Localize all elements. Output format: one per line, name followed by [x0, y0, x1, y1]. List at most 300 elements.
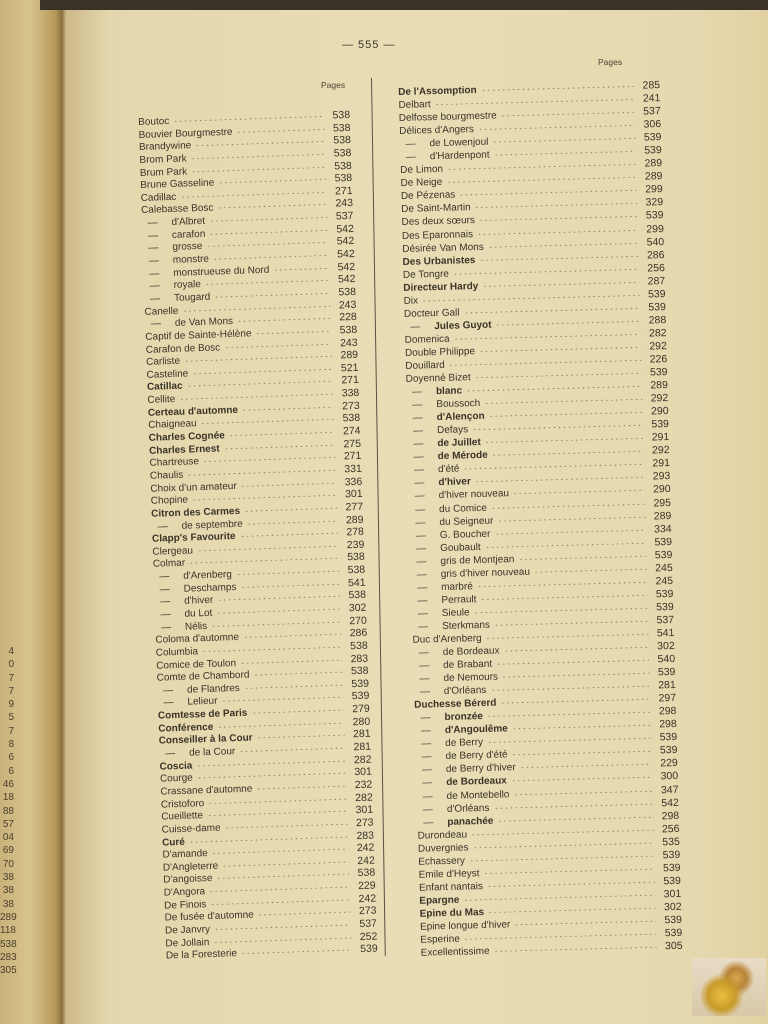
- sub-entry-dash: —: [162, 684, 174, 697]
- entry-page: 538: [347, 563, 366, 577]
- entry-page: 538: [333, 146, 352, 160]
- dot-leader: [488, 242, 638, 247]
- entry-page: 537: [643, 105, 661, 118]
- entry-name: Delbart: [398, 99, 431, 112]
- entry-name: Casteline: [146, 368, 189, 381]
- entry-name: De la Foresterie: [165, 948, 238, 962]
- entry-name: d'Arenberg: [183, 569, 233, 582]
- dot-leader: [239, 748, 345, 753]
- entry-page: 271: [334, 184, 353, 198]
- dot-leader: [221, 697, 343, 702]
- entry-name: Canelle: [144, 305, 179, 318]
- entry-name: grosse: [172, 241, 203, 254]
- entry-page: 541: [656, 626, 675, 640]
- entry-name: Chaigneau: [148, 418, 197, 432]
- entry-name: Enfant nantais: [418, 880, 484, 894]
- dot-leader: [494, 151, 636, 156]
- dot-leader: [513, 490, 645, 494]
- dot-leader: [496, 660, 649, 665]
- entry-name: de Berry d'été: [445, 749, 508, 763]
- entry-page: 539: [360, 942, 378, 956]
- entry-name: Certeau d'automne: [147, 404, 239, 419]
- entry-name: G. Boucher: [439, 528, 491, 541]
- sub-entry-dash: —: [410, 321, 421, 333]
- entry-page: 302: [348, 601, 367, 615]
- entry-page: 288: [648, 313, 667, 327]
- previous-page-number: 69: [2, 845, 14, 857]
- entry-name: Epine longue d'hiver: [419, 919, 511, 933]
- dot-leader: [511, 751, 651, 756]
- index-column-right: [398, 79, 683, 960]
- dot-leader: [488, 907, 656, 912]
- dot-leader: [464, 934, 656, 940]
- dot-leader: [217, 204, 327, 209]
- dot-leader: [492, 451, 644, 456]
- entry-page: 538: [333, 134, 352, 147]
- entry-name: Colmar: [152, 558, 186, 571]
- entry-page: 229: [357, 879, 376, 893]
- dot-leader: [514, 921, 656, 926]
- entry-page: 273: [355, 816, 374, 830]
- entry-name: Cueillette: [161, 810, 204, 823]
- previous-page-number: 283: [0, 951, 17, 963]
- sub-entry-dash: —: [150, 318, 162, 330]
- entry-name: de Berry d'hiver: [445, 762, 516, 776]
- entry-name: Sieule: [441, 607, 470, 619]
- previous-page-number: 88: [2, 805, 14, 817]
- dot-leader: [209, 230, 328, 235]
- dot-leader: [242, 406, 334, 410]
- entry-name: Des Eparonnais: [401, 228, 474, 242]
- entry-name: Echassery: [418, 855, 466, 868]
- entry-name: monstrueuse du Nord: [173, 264, 270, 279]
- entry-page: 285: [642, 79, 661, 92]
- dot-leader: [189, 836, 348, 842]
- page-number: — 555 —: [342, 39, 396, 51]
- previous-page-number: 04: [2, 832, 14, 844]
- entry-page: 301: [354, 765, 373, 779]
- dot-leader: [247, 520, 338, 524]
- dot-leader: [481, 86, 634, 91]
- entry-page: 539: [655, 587, 674, 601]
- previous-page-number: 7: [8, 672, 14, 684]
- entry-name: de septembre: [181, 518, 243, 532]
- sub-entry-dash: —: [421, 738, 432, 750]
- dot-leader: [213, 255, 329, 260]
- entry-page: 300: [660, 770, 679, 783]
- dot-leader: [478, 125, 635, 130]
- entry-name: Tougard: [173, 291, 211, 304]
- entry-page: 298: [658, 705, 677, 718]
- entry-page: 538: [347, 551, 365, 564]
- entry-page: 281: [353, 740, 372, 754]
- previous-page-number: 7: [8, 725, 14, 737]
- entry-page: 539: [659, 744, 678, 757]
- dot-leader: [497, 516, 645, 521]
- entry-page: 538: [339, 323, 358, 337]
- entry-page: 521: [340, 361, 359, 375]
- entry-name: De Janvry: [164, 924, 211, 937]
- entry-page: 243: [339, 336, 358, 349]
- entry-page: 270: [349, 614, 368, 627]
- dot-leader: [497, 816, 653, 821]
- entry-page: 245: [655, 561, 673, 575]
- entry-name: D'angoisse: [163, 873, 213, 887]
- sub-entry-dash: —: [419, 673, 430, 685]
- dot-leader: [180, 192, 326, 198]
- dot-leader: [236, 571, 339, 575]
- entry-name: Désirée Van Mons: [402, 241, 484, 255]
- dot-leader: [479, 255, 638, 260]
- entry-name: Calebasse Bosc: [140, 203, 214, 217]
- entry-page: 539: [643, 131, 662, 144]
- entry-page: 540: [646, 235, 665, 249]
- previous-page-number: 4: [8, 646, 14, 657]
- dot-leader: [480, 594, 647, 599]
- dot-leader: [255, 331, 331, 335]
- sub-entry-dash: —: [422, 803, 434, 816]
- dot-leader: [224, 444, 335, 449]
- previous-page-number: 18: [2, 792, 14, 804]
- entry-name: de Bordeaux: [442, 645, 500, 659]
- entry-name: Conseiller à la Cour: [158, 732, 253, 748]
- entry-page: 241: [642, 92, 661, 105]
- dot-leader: [502, 673, 650, 678]
- dot-leader: [251, 710, 343, 714]
- entry-page: 336: [344, 475, 363, 488]
- entry-name: De Jollain: [165, 936, 210, 950]
- entry-name: Comtesse de Paris: [157, 707, 248, 722]
- entry-name: Dix: [403, 295, 419, 307]
- entry-name: de Brabant: [443, 658, 493, 672]
- dot-leader: [222, 861, 349, 866]
- previous-page-number: 289: [0, 911, 17, 923]
- dot-leader: [491, 503, 645, 508]
- entry-name: Nélis: [184, 620, 208, 633]
- dot-leader: [211, 621, 341, 626]
- dot-leader: [225, 823, 348, 828]
- entry-name: d'Orléans: [443, 685, 487, 698]
- dot-leader: [209, 217, 327, 222]
- entry-page: 538: [350, 664, 369, 678]
- entry-page: 229: [660, 757, 678, 770]
- sub-entry-dash: —: [159, 596, 171, 608]
- entry-name: Comte de Chambord: [156, 669, 250, 684]
- entry-name: Defays: [436, 424, 469, 437]
- dot-leader: [206, 242, 328, 247]
- entry-name: bronzée: [444, 711, 484, 724]
- entry-page: 297: [658, 692, 677, 705]
- entry-name: De Limon: [400, 164, 444, 177]
- dot-leader: [500, 699, 650, 704]
- entry-page: 291: [652, 457, 671, 470]
- entry-page: 283: [356, 829, 375, 842]
- entry-page: 282: [354, 791, 373, 804]
- entry-page: 242: [358, 892, 377, 905]
- entry-page: 539: [647, 287, 666, 301]
- entry-name: Chartreuse: [149, 456, 200, 470]
- dot-leader: [479, 347, 641, 352]
- entry-page: 535: [662, 835, 681, 849]
- entry-name: de Van Mons: [174, 316, 234, 330]
- entry-page: 274: [342, 424, 361, 438]
- entry-name: Charles Cognée: [148, 430, 225, 444]
- entry-page: 292: [649, 339, 668, 353]
- dot-leader: [240, 659, 342, 663]
- entry-page: 287: [647, 274, 666, 288]
- entry-name: Charles Ernest: [148, 443, 220, 457]
- entry-name: d'Hardenpont: [429, 149, 490, 163]
- sub-entry-dash: —: [148, 255, 159, 267]
- entry-name: Cellite: [147, 394, 176, 406]
- dot-leader: [257, 735, 345, 739]
- entry-name: Cadillac: [140, 191, 177, 204]
- dot-leader: [466, 386, 642, 392]
- entry-name: De Pézenas: [400, 189, 456, 203]
- entry-name: d'été: [437, 463, 460, 476]
- dot-leader: [504, 647, 649, 652]
- entry-name: Courge: [159, 772, 193, 785]
- entry-name: Chaulis: [149, 469, 184, 482]
- entry-page: 539: [663, 874, 682, 888]
- sub-entry-dash: —: [413, 438, 424, 450]
- previous-page-number: 5: [8, 712, 14, 724]
- previous-page-number: 70: [2, 858, 14, 870]
- entry-page: 245: [655, 574, 674, 588]
- dot-leader: [435, 99, 635, 105]
- previous-page-number: 38: [2, 885, 14, 897]
- entry-name: gris d'hiver nouveau: [440, 566, 531, 580]
- sub-entry-dash: —: [420, 725, 432, 737]
- sub-entry-dash: —: [414, 477, 425, 490]
- index-column-left: [138, 109, 378, 962]
- entry-name: Conférence: [158, 721, 214, 735]
- dot-leader: [214, 924, 351, 930]
- dot-leader: [513, 790, 652, 795]
- entry-page: 275: [343, 437, 362, 451]
- entry-page: 539: [656, 600, 674, 614]
- entry-name: Choix d'un amateur: [150, 480, 237, 495]
- dot-leader: [197, 545, 338, 551]
- entry-page: 542: [337, 260, 356, 274]
- entry-page: 226: [649, 353, 668, 366]
- entry-page: 539: [662, 848, 681, 862]
- entry-page: 228: [339, 311, 357, 324]
- entry-page: 239: [346, 538, 365, 552]
- sub-entry-dash: —: [420, 712, 431, 724]
- entry-name: Delfosse bourgmestre: [398, 110, 497, 125]
- entry-name: d'Alençon: [436, 411, 485, 424]
- entry-page: 282: [648, 326, 667, 340]
- sub-entry-dash: —: [415, 543, 427, 555]
- entry-page: 243: [338, 298, 357, 312]
- entry-page: 301: [663, 887, 682, 901]
- entry-page: 538: [334, 172, 353, 185]
- entry-page: 302: [663, 900, 682, 914]
- sub-entry-dash: —: [147, 217, 158, 229]
- sub-entry-dash: —: [149, 280, 160, 293]
- entry-name: carafon: [171, 228, 206, 241]
- previous-page-number: 38: [2, 898, 14, 910]
- dot-leader: [464, 308, 640, 314]
- entry-name: Comice de Toulon: [156, 657, 237, 672]
- entry-page: 242: [357, 854, 376, 867]
- dot-leader: [195, 141, 325, 146]
- entry-page: 243: [335, 197, 354, 210]
- previous-page-number: 46: [2, 778, 14, 790]
- entry-name: de Mérode: [437, 450, 488, 463]
- entry-name: Crassane d'automne: [160, 783, 253, 798]
- entry-name: Goubault: [439, 541, 481, 554]
- entry-page: 289: [340, 349, 359, 362]
- dot-leader: [203, 457, 335, 462]
- entry-name: Des deux sœurs: [401, 215, 476, 229]
- entry-name: Boussoch: [436, 398, 481, 411]
- entry-name: Captif de Sainte-Hélène: [145, 328, 252, 343]
- entry-page: 538: [348, 589, 367, 602]
- entry-name: Duc d'Arenberg: [412, 632, 482, 646]
- previous-page-number: 6: [8, 765, 14, 777]
- entry-page: 278: [346, 525, 365, 539]
- dot-leader: [213, 937, 351, 943]
- dot-leader: [182, 305, 330, 311]
- previous-page-number: 6: [8, 752, 14, 764]
- sub-entry-dash: —: [412, 399, 423, 411]
- entry-page: 538: [349, 639, 368, 653]
- dot-leader: [189, 558, 339, 564]
- dot-leader: [239, 533, 337, 537]
- entry-name: de Lowenjoul: [429, 136, 489, 150]
- dot-leader: [447, 164, 636, 170]
- dot-leader: [209, 886, 350, 892]
- dot-leader: [202, 646, 342, 652]
- entry-name: de Bordeaux: [446, 775, 507, 789]
- entry-page: 334: [653, 522, 672, 536]
- entry-page: 538: [332, 108, 351, 122]
- dot-leader: [512, 725, 651, 730]
- entry-name: Carliste: [145, 355, 181, 369]
- sub-entry-dash: —: [159, 583, 170, 596]
- entry-page: 302: [657, 639, 675, 653]
- sub-entry-dash: —: [147, 230, 159, 242]
- dot-leader: [191, 166, 326, 171]
- sub-entry-dash: —: [419, 660, 430, 672]
- dot-leader: [253, 672, 342, 676]
- entry-name: D'amande: [162, 848, 208, 861]
- entry-name: Des Urbanistes: [402, 254, 476, 268]
- entry-page: 539: [644, 144, 662, 157]
- dot-leader: [474, 608, 648, 614]
- dot-leader: [237, 128, 325, 132]
- dot-leader: [511, 777, 652, 782]
- dot-leader: [446, 177, 636, 183]
- entry-name: Clergeau: [152, 545, 194, 558]
- dot-leader: [463, 464, 644, 470]
- entry-name: D'Angora: [163, 886, 206, 899]
- dot-leader: [192, 369, 332, 375]
- sub-entry-dash: —: [412, 425, 424, 437]
- entry-page: 539: [351, 690, 370, 703]
- sub-entry-dash: —: [416, 569, 427, 581]
- dot-leader: [490, 686, 649, 691]
- entry-name: Douillard: [405, 359, 445, 372]
- dot-leader: [482, 281, 639, 286]
- entry-page: 232: [354, 778, 373, 792]
- sub-entry-dash: —: [417, 595, 428, 607]
- entry-page: 289: [650, 379, 669, 392]
- entry-name: De fusée d'automne: [164, 909, 254, 924]
- dot-leader: [494, 947, 657, 952]
- dot-leader: [197, 773, 346, 779]
- sub-entry-dash: —: [423, 816, 434, 829]
- dot-leader: [501, 112, 635, 117]
- entry-page: 329: [645, 196, 664, 209]
- dot-leader: [191, 154, 326, 159]
- entry-name: Brandywine: [138, 140, 192, 154]
- sub-entry-dash: —: [159, 571, 170, 583]
- entry-page: 281: [352, 728, 371, 741]
- sub-entry-dash: —: [411, 386, 423, 398]
- entry-name: Clapp's Favourite: [151, 531, 236, 545]
- entry-page: 305: [664, 939, 683, 953]
- entry-name: d'Angoulême: [444, 723, 508, 737]
- entry-page: 282: [353, 753, 372, 766]
- entry-page: 539: [657, 666, 676, 679]
- entry-name: Citron des Carmes: [151, 505, 241, 520]
- sub-entry-dash: —: [414, 503, 426, 516]
- entry-name: Brune Gasseline: [140, 177, 215, 192]
- entry-name: royale: [173, 279, 202, 292]
- entry-name: d'hiver: [438, 476, 471, 489]
- entry-page: 271: [343, 450, 362, 463]
- entry-name: Délices d'Angers: [399, 124, 475, 138]
- entry-name: d'hiver nouveau: [438, 488, 510, 502]
- entry-page: 242: [356, 841, 375, 855]
- sub-entry-dash: —: [160, 621, 172, 634]
- entry-name: Epine du Mas: [419, 906, 485, 920]
- dot-leader: [212, 849, 349, 855]
- sub-entry-dash: —: [148, 242, 159, 255]
- entry-page: 542: [661, 796, 680, 809]
- entry-name: du Lot: [184, 607, 213, 620]
- dot-leader: [192, 495, 337, 501]
- dot-leader: [534, 568, 647, 572]
- dot-leader: [486, 634, 649, 639]
- sub-entry-dash: —: [421, 764, 433, 777]
- entry-page: 537: [656, 613, 675, 627]
- entry-page: 289: [644, 157, 663, 170]
- entry-name: Coscia: [159, 760, 193, 773]
- entry-page: 539: [648, 300, 667, 314]
- previous-page-number: 8: [8, 739, 14, 751]
- entry-page: 273: [358, 904, 377, 918]
- entry-name: De l'Assomption: [398, 84, 477, 98]
- dot-leader: [479, 216, 638, 221]
- dot-leader: [184, 356, 332, 362]
- entry-name: gris de Montjean: [440, 553, 515, 567]
- entry-name: Perrault: [441, 593, 477, 606]
- entry-name: d'Orléans: [446, 802, 490, 815]
- dot-leader: [454, 334, 641, 340]
- dot-leader: [216, 609, 340, 614]
- dot-leader: [229, 432, 335, 437]
- entry-name: Deschamps: [183, 581, 237, 595]
- entry-page: 331: [344, 462, 363, 476]
- entry-page: 290: [652, 483, 671, 496]
- dot-leader: [459, 190, 636, 196]
- entry-page: 539: [662, 861, 681, 875]
- entry-name: du Seigneur: [439, 515, 494, 528]
